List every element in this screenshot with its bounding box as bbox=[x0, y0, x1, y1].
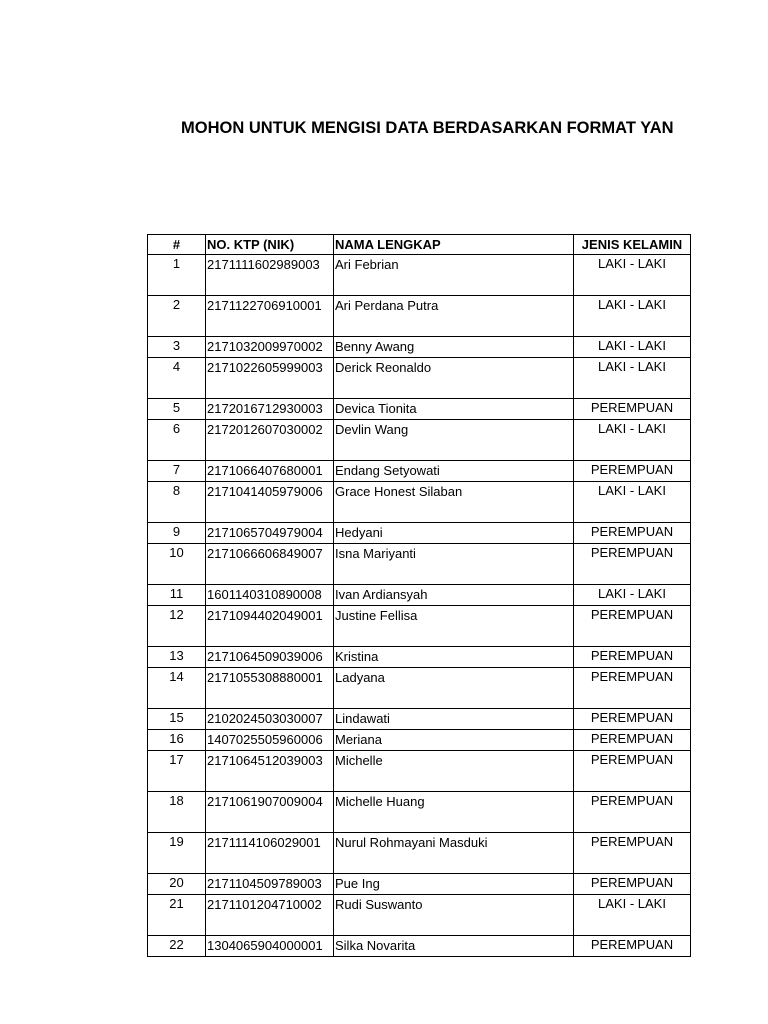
table-row bbox=[148, 936, 691, 957]
cell-nik: 2171122706910001 bbox=[206, 296, 334, 337]
table-row bbox=[148, 420, 691, 461]
data-table bbox=[147, 234, 691, 957]
cell-gender: LAKI - LAKI bbox=[574, 337, 691, 358]
cell-nik: 2171101204710002 bbox=[206, 895, 334, 936]
cell-name: Derick Reonaldo bbox=[334, 358, 574, 399]
page-title: MOHON UNTUK MENGISI DATA BERDASARKAN FORMAT YAN bbox=[181, 119, 674, 137]
table-row bbox=[148, 482, 691, 523]
cell-name: Michelle Huang bbox=[334, 792, 574, 833]
table-row bbox=[148, 255, 691, 296]
cell-gender: LAKI - LAKI bbox=[574, 895, 691, 936]
cell-number: 12 bbox=[148, 606, 206, 647]
cell-number: 8 bbox=[148, 482, 206, 523]
cell-gender: PEREMPUAN bbox=[574, 833, 691, 874]
header-nik: NO. KTP (NIK) bbox=[206, 235, 334, 255]
cell-number: 13 bbox=[148, 647, 206, 668]
cell-number: 15 bbox=[148, 709, 206, 730]
cell-gender: PEREMPUAN bbox=[574, 647, 691, 668]
table-row bbox=[148, 523, 691, 544]
cell-name: Benny Awang bbox=[334, 337, 574, 358]
cell-nik: 1601140310890008 bbox=[206, 585, 334, 606]
cell-gender: PEREMPUAN bbox=[574, 668, 691, 709]
cell-nik: 2171114106029001 bbox=[206, 833, 334, 874]
cell-number: 6 bbox=[148, 420, 206, 461]
cell-gender: PEREMPUAN bbox=[574, 874, 691, 895]
cell-number: 22 bbox=[148, 936, 206, 957]
cell-name: Ari Febrian bbox=[334, 255, 574, 296]
table-row bbox=[148, 895, 691, 936]
cell-gender: PEREMPUAN bbox=[574, 751, 691, 792]
cell-gender: LAKI - LAKI bbox=[574, 482, 691, 523]
table-row bbox=[148, 751, 691, 792]
cell-number: 1 bbox=[148, 255, 206, 296]
cell-number: 10 bbox=[148, 544, 206, 585]
cell-nik: 2171066407680001 bbox=[206, 461, 334, 482]
table-row bbox=[148, 730, 691, 751]
table-row bbox=[148, 874, 691, 895]
table-header-row bbox=[148, 235, 691, 255]
cell-gender: LAKI - LAKI bbox=[574, 255, 691, 296]
cell-name: Isna Mariyanti bbox=[334, 544, 574, 585]
cell-gender: LAKI - LAKI bbox=[574, 585, 691, 606]
cell-name: Meriana bbox=[334, 730, 574, 751]
cell-gender: LAKI - LAKI bbox=[574, 420, 691, 461]
cell-number: 16 bbox=[148, 730, 206, 751]
cell-gender: LAKI - LAKI bbox=[574, 358, 691, 399]
cell-nik: 2172016712930003 bbox=[206, 399, 334, 420]
cell-gender: PEREMPUAN bbox=[574, 399, 691, 420]
table-row bbox=[148, 296, 691, 337]
cell-nik: 2102024503030007 bbox=[206, 709, 334, 730]
cell-nik: 2172012607030002 bbox=[206, 420, 334, 461]
cell-name: Ivan Ardiansyah bbox=[334, 585, 574, 606]
table-row bbox=[148, 833, 691, 874]
cell-nik: 2171065704979004 bbox=[206, 523, 334, 544]
cell-gender: PEREMPUAN bbox=[574, 544, 691, 585]
cell-nik: 2171104509789003 bbox=[206, 874, 334, 895]
cell-number: 3 bbox=[148, 337, 206, 358]
cell-name: Ari Perdana Putra bbox=[334, 296, 574, 337]
cell-number: 7 bbox=[148, 461, 206, 482]
cell-number: 14 bbox=[148, 668, 206, 709]
cell-name: Lindawati bbox=[334, 709, 574, 730]
cell-number: 17 bbox=[148, 751, 206, 792]
cell-number: 2 bbox=[148, 296, 206, 337]
table-body bbox=[148, 255, 691, 957]
cell-name: Ladyana bbox=[334, 668, 574, 709]
table-row bbox=[148, 461, 691, 482]
cell-nik: 2171041405979006 bbox=[206, 482, 334, 523]
cell-name: Hedyani bbox=[334, 523, 574, 544]
table-row bbox=[148, 606, 691, 647]
table-row bbox=[148, 792, 691, 833]
cell-name: Grace Honest Silaban bbox=[334, 482, 574, 523]
table-row bbox=[148, 709, 691, 730]
cell-gender: PEREMPUAN bbox=[574, 523, 691, 544]
cell-number: 18 bbox=[148, 792, 206, 833]
cell-name: Justine Fellisa bbox=[334, 606, 574, 647]
cell-name: Michelle bbox=[334, 751, 574, 792]
cell-nik: 2171064509039006 bbox=[206, 647, 334, 668]
cell-number: 11 bbox=[148, 585, 206, 606]
header-number: # bbox=[148, 235, 206, 255]
cell-name: Silka Novarita bbox=[334, 936, 574, 957]
cell-gender: LAKI - LAKI bbox=[574, 296, 691, 337]
cell-gender: PEREMPUAN bbox=[574, 730, 691, 751]
cell-number: 4 bbox=[148, 358, 206, 399]
cell-nik: 2171061907009004 bbox=[206, 792, 334, 833]
cell-nik: 2171055308880001 bbox=[206, 668, 334, 709]
cell-gender: PEREMPUAN bbox=[574, 936, 691, 957]
table-row bbox=[148, 647, 691, 668]
cell-name: Rudi Suswanto bbox=[334, 895, 574, 936]
cell-number: 9 bbox=[148, 523, 206, 544]
cell-name: Kristina bbox=[334, 647, 574, 668]
cell-gender: PEREMPUAN bbox=[574, 792, 691, 833]
cell-name: Devlin Wang bbox=[334, 420, 574, 461]
cell-name: Nurul Rohmayani Masduki bbox=[334, 833, 574, 874]
cell-nik: 2171022605999003 bbox=[206, 358, 334, 399]
table-row bbox=[148, 544, 691, 585]
cell-number: 20 bbox=[148, 874, 206, 895]
header-gender: JENIS KELAMIN bbox=[574, 235, 691, 255]
cell-name: Pue Ing bbox=[334, 874, 574, 895]
cell-nik: 2171064512039003 bbox=[206, 751, 334, 792]
cell-nik: 1407025505960006 bbox=[206, 730, 334, 751]
cell-nik: 2171094402049001 bbox=[206, 606, 334, 647]
table-row bbox=[148, 399, 691, 420]
cell-nik: 2171111602989003 bbox=[206, 255, 334, 296]
header-name: NAMA LENGKAP bbox=[334, 235, 574, 255]
cell-name: Endang Setyowati bbox=[334, 461, 574, 482]
cell-number: 19 bbox=[148, 833, 206, 874]
cell-name: Devica Tionita bbox=[334, 399, 574, 420]
cell-nik: 1304065904000001 bbox=[206, 936, 334, 957]
table-row bbox=[148, 337, 691, 358]
cell-gender: PEREMPUAN bbox=[574, 461, 691, 482]
cell-nik: 2171066606849007 bbox=[206, 544, 334, 585]
table-row bbox=[148, 358, 691, 399]
table-row bbox=[148, 585, 691, 606]
cell-nik: 2171032009970002 bbox=[206, 337, 334, 358]
table-row bbox=[148, 668, 691, 709]
cell-gender: PEREMPUAN bbox=[574, 709, 691, 730]
cell-number: 21 bbox=[148, 895, 206, 936]
cell-number: 5 bbox=[148, 399, 206, 420]
cell-gender: PEREMPUAN bbox=[574, 606, 691, 647]
